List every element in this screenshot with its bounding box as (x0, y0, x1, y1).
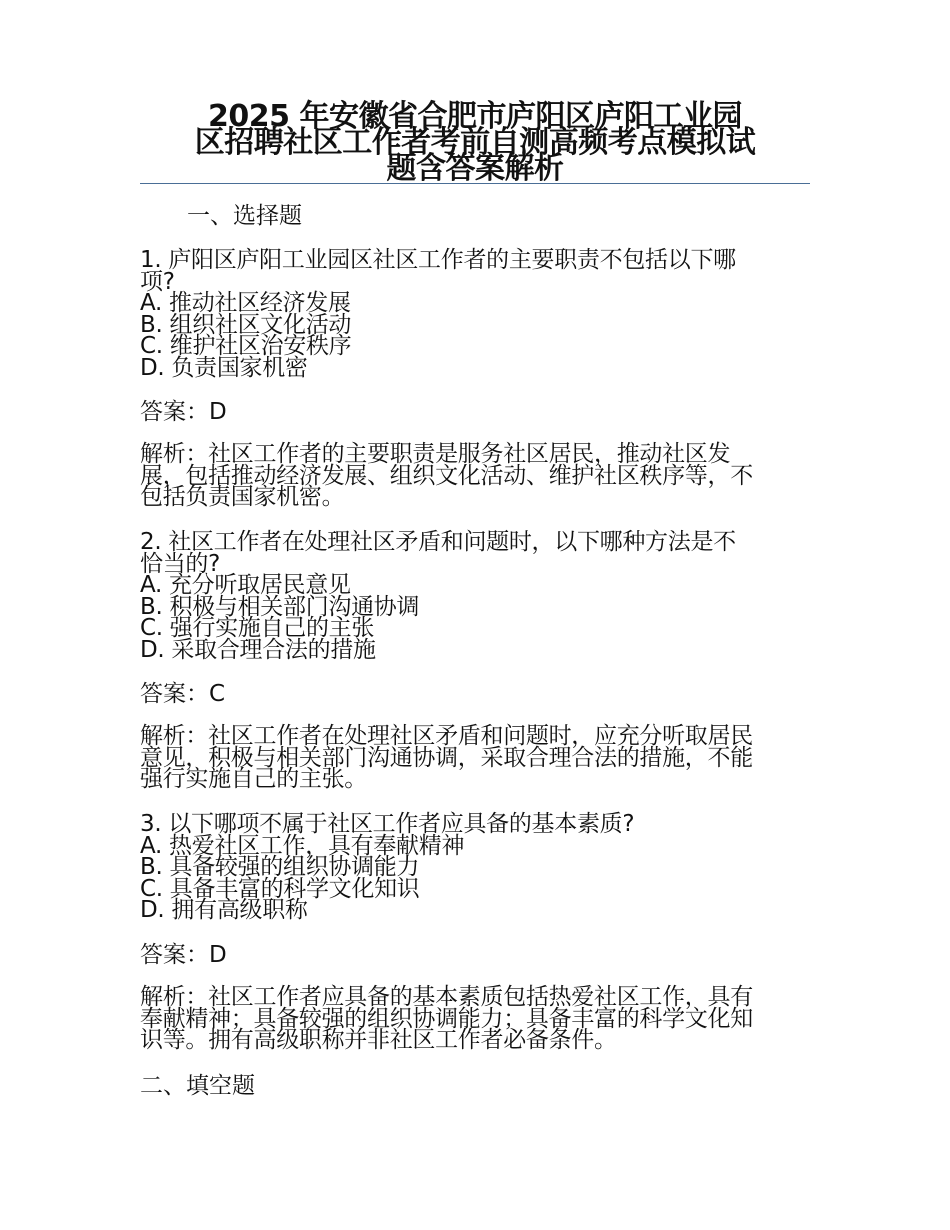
answer-1: 答案：D (140, 399, 227, 425)
question-stem: 2. 社区工作者在处理社区矛盾和问题时，以下哪种方法是不 (140, 529, 736, 555)
analysis-line: 奉献精神；具备较强的组织协调能力；具备丰富的科学文化知 (140, 1005, 753, 1032)
section-heading-fill-blank: 二、填空题 (140, 1073, 255, 1099)
option-b: B. 具备较强的组织协调能力 (140, 854, 420, 880)
question-2 (140, 529, 812, 663)
question-3 (140, 811, 812, 923)
analysis-line: 展，包括推动经济发展、组织文化活动、维护社区秩序等，不 (140, 462, 753, 489)
title-line: 区招聘社区工作者考前自测高频考点模拟试 (194, 125, 756, 160)
question-1 (140, 247, 812, 381)
document-title (140, 99, 810, 186)
title-line: 题含答案解析 (386, 151, 564, 186)
option-b: B. 组织社区文化活动 (140, 311, 352, 338)
analysis-line: 强行实施自己的主张。 (140, 766, 368, 792)
option-a: A. 推动社区经济发展 (140, 290, 351, 316)
option-d: D. 采取合理合法的措施 (140, 636, 376, 663)
option-d: D. 负责国家机密 (140, 354, 308, 381)
question-stem: 3. 以下哪项不属于社区工作者应具备的基本素质? (140, 811, 635, 837)
analysis-line: 解析：社区工作者应具备的基本素质包括热爱社区工作，具有 (140, 984, 753, 1010)
analysis-3 (140, 984, 812, 1053)
analysis-line: 意见，积极与相关部门沟通协调，采取合理合法的措施，不能 (140, 744, 753, 771)
option-d: D. 拥有高级职称 (140, 897, 308, 923)
option-a: A. 充分听取居民意见 (140, 572, 351, 598)
section-heading-choice: 一、选择题 (187, 203, 302, 229)
option-b: B. 积极与相关部门沟通协调 (140, 593, 420, 620)
answer-2: 答案：C (140, 681, 226, 707)
question-stem: 1. 庐阳区庐阳工业园区社区工作者的主要职责不包括以下哪 (140, 247, 736, 273)
option-c: C. 维护社区治安秩序 (140, 333, 352, 359)
analysis-line: 识等。拥有高级职称并非社区工作者必备条件。 (140, 1027, 617, 1053)
option-a: A. 热爱社区工作，具有奉献精神 (140, 832, 465, 859)
analysis-line: 解析：社区工作者的主要职责是服务社区居民，推动社区发 (140, 441, 731, 467)
option-c: C. 具备丰富的科学文化知识 (140, 875, 420, 902)
title-divider (140, 183, 810, 184)
question-stem: 恰当的? (140, 550, 221, 577)
question-stem: 项? (140, 268, 175, 295)
option-c: C. 强行实施自己的主张 (140, 615, 375, 641)
analysis-1 (140, 441, 812, 510)
analysis-line: 解析：社区工作者在处理社区矛盾和问题时，应充分听取居民 (140, 723, 753, 749)
answer-3: 答案：D (140, 942, 227, 968)
analysis-line: 包括负责国家机密。 (140, 484, 345, 510)
analysis-2 (140, 723, 812, 792)
title-line: 2025 年安徽省合肥市庐阳区庐阳工业园 (208, 99, 742, 134)
